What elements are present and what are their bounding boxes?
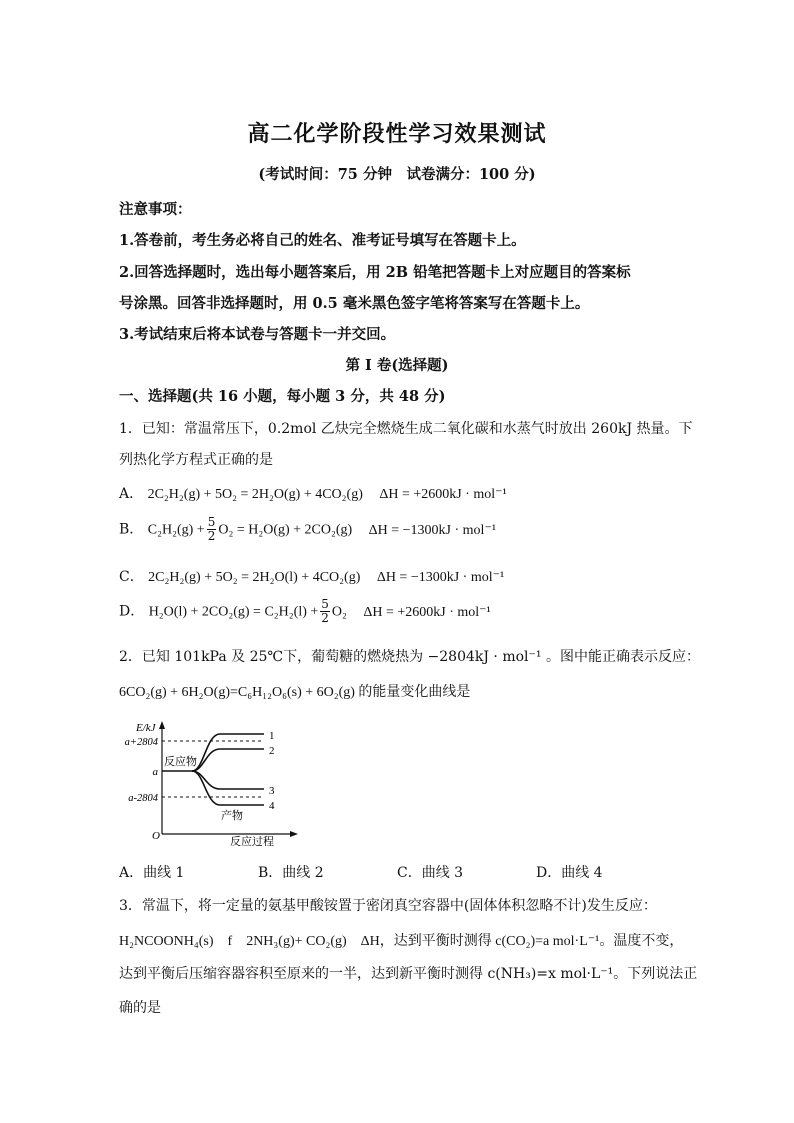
y-axis-label: E/kJ	[136, 722, 156, 734]
note-item: 1.答卷前，考生务必将自己的姓名、准考证号填写在答题卡上。	[119, 232, 526, 249]
q1-stem-line2: 列热化学方程式正确的是	[119, 452, 273, 468]
reactant-label: 反应物	[164, 756, 197, 768]
option-label: B．	[119, 521, 144, 538]
q3-stem-line2: H₂NCOONH₄(s) f 2NH₃(g)+ CO₂(g) ΔH，达到平衡时测得 c(CO₂)=a mol·L⁻¹。温度不变，	[119, 934, 684, 949]
section-title: 第 I 卷(选择题)	[345, 357, 449, 374]
q1-option-b	[119, 516, 496, 543]
q2-option-a: A．曲线 1	[119, 865, 185, 881]
q3-stem-line4: 确的是	[119, 1000, 161, 1016]
fraction-denominator: 2	[321, 611, 329, 625]
q3-stem-line3: 达到平衡后压缩容器容积至原来的一半，达到新平衡时测得 c(NH₃)=x mol·L⁻¹。下列说法正	[119, 966, 698, 982]
q2-option-b: B．曲线 2	[258, 865, 324, 881]
equation-pre: C₂H₂(g) +	[147, 522, 205, 538]
curve-1	[192, 734, 264, 771]
q1-option-c	[119, 566, 504, 586]
q2-option-d: D．曲线 4	[536, 865, 603, 881]
equation-post: O₂	[331, 604, 347, 620]
equation: 2C₂H₂(g) + 5O₂ = 2H₂O(g) + 4CO₂(g)	[147, 487, 363, 502]
energy-diagram	[120, 718, 305, 846]
curve-2-label: 2	[269, 745, 275, 757]
q3-stem-line1: 3．常温下，将一定量的氨基甲酸铵置于密闭真空容器中(固体体积忽略不计)发生反应：	[119, 898, 657, 914]
curve-3-label: 3	[269, 785, 275, 797]
q2-option-c: C．曲线 3	[397, 865, 464, 881]
equation: 2C₂H₂(g) + 5O₂ = 2H₂O(l) + 4CO₂(g)	[148, 570, 361, 585]
fraction-denominator: 2	[207, 529, 216, 543]
part-title: 一、选择题(共 16 小题，每小题 3 分，共 48 分)	[119, 388, 446, 405]
option-label: D．	[119, 603, 145, 620]
note-item: 2.回答选择题时，选出每小题答案后，用 2B 铅笔把答题卡上对应题目的答案标	[119, 264, 631, 281]
y-axis-arrow	[159, 721, 165, 729]
fraction-numerator: 5	[321, 597, 329, 611]
x-axis-arrow	[290, 831, 298, 837]
curve-1-label: 1	[269, 730, 275, 742]
fraction-numerator: 5	[207, 515, 216, 529]
note-item: 3.考试结束后将本试卷与答题卡一并交回。	[119, 326, 396, 343]
exam-info: (考试时间：75 分钟 试卷满分：100 分)	[258, 166, 536, 183]
x-axis-label: 反应过程	[230, 836, 274, 846]
equation-post: O₂ = H₂O(g) + 2CO₂(g)	[218, 522, 353, 538]
origin-label: O	[152, 830, 160, 842]
curve-3	[192, 771, 264, 789]
curve-4-label: 4	[269, 800, 275, 812]
q1-option-d	[119, 598, 491, 625]
level-low-label: a-2804	[128, 793, 158, 804]
note-item: 号涂黑。回答非选择题时，用 0.5 毫米黑色签字笔将答案写在答题卡上。	[119, 295, 590, 312]
q2-stem-line2: 6CO₂(g) + 6H₂O(g)=C₆H₁₂O₆(s) + 6O₂(g) 的能量变化曲线是	[119, 685, 471, 700]
notes-heading: 注意事项：	[119, 201, 192, 218]
equation-pre: H₂O(l) + 2CO₂(g) = C₂H₂(l) +	[148, 604, 319, 620]
option-label: C．	[119, 569, 144, 585]
level-mid-label: a	[152, 766, 158, 778]
option-label: A．	[119, 486, 144, 502]
fraction	[207, 516, 217, 543]
q1-stem-line1: 1．已知：常温常压下，0.2mol 乙炔完全燃烧生成二氧化碳和水蒸气时放出 260kJ 热量。下	[119, 421, 693, 437]
product-label: 产物	[221, 810, 243, 822]
enthalpy: ΔH = −1300kJ · mol⁻¹	[368, 522, 497, 538]
enthalpy: ΔH = −1300kJ · mol⁻¹	[376, 570, 505, 585]
enthalpy: ΔH = +2600kJ · mol⁻¹	[363, 604, 491, 620]
fraction	[320, 598, 330, 625]
q2-stem-line1: 2．已知 101kPa 及 25℃下，葡萄糖的燃烧热为 −2804kJ · mol⁻¹ 。图中能正确表示反应：	[119, 649, 700, 665]
enthalpy: ΔH = +2600kJ · mol⁻¹	[379, 487, 507, 502]
page-title: 高二化学阶段性学习效果测试	[247, 121, 547, 147]
q1-option-a	[119, 483, 507, 503]
level-high-label: a+2804	[124, 737, 158, 748]
